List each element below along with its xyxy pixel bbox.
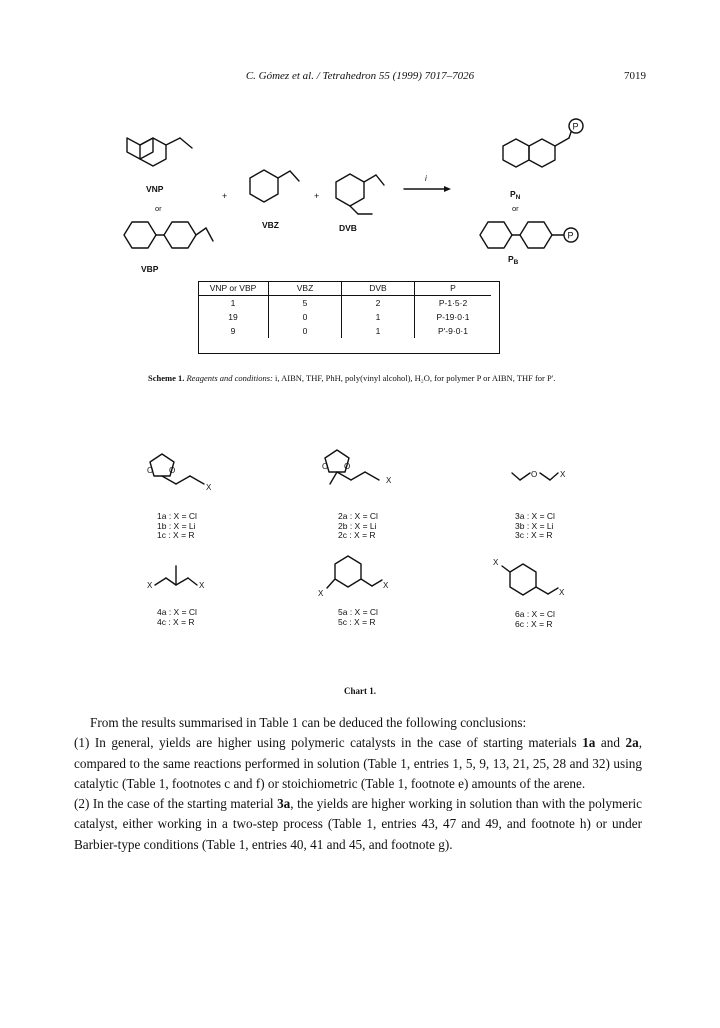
scheme-table-header-row [198, 281, 491, 296]
table-cell: P-19·0·1 [415, 310, 492, 324]
col-header-polymer: P [415, 281, 492, 296]
compound-label: 1a : X = Cl [157, 511, 197, 521]
compound-5-structure [327, 556, 382, 588]
table-cell: 1 [342, 324, 415, 338]
col-header-vbz: VBZ [269, 281, 342, 296]
compound-label: 5a : X = Cl [338, 607, 378, 617]
compound-label: 3c : X = R [515, 530, 553, 540]
atom-o: O [322, 462, 329, 471]
atom-x: X [386, 476, 392, 485]
compound-2-structure [325, 450, 379, 484]
table-cell: 2 [342, 296, 415, 311]
compound-4-labels [157, 608, 197, 627]
atom-x: X [199, 581, 205, 590]
compound-6-structure [502, 564, 558, 595]
vbz-structure [250, 170, 299, 202]
table-cell: P'-9·0·1 [415, 324, 492, 338]
pn-circle-p: P [572, 121, 579, 132]
atom-x: X [493, 558, 499, 567]
atom-x: X [206, 483, 212, 492]
dvb-label: DVB [339, 223, 357, 233]
pb-structure [480, 222, 578, 248]
compound-label: 2b : X = Li [338, 520, 377, 531]
or-left: or [155, 204, 162, 213]
compound-6-labels [515, 610, 555, 629]
dvb-structure [336, 174, 384, 214]
table-cell: 1 [230, 298, 236, 308]
paragraph-intro: From the results summarised in Table 1 can be deduced the following conclusions: [90, 715, 527, 730]
col-header-dvb: DVB [342, 281, 415, 296]
atom-x: X [383, 581, 389, 590]
pn-structure [503, 119, 583, 167]
compound-1-labels [157, 512, 197, 541]
col-header-monomer: VNP or VBP [198, 281, 269, 296]
table-cell: 9 [230, 326, 236, 336]
plus-one: + [222, 191, 228, 201]
compound-label: 1c : X = R [157, 530, 195, 540]
or-right: or [512, 204, 519, 213]
pb-label: $P_B$ [508, 254, 519, 266]
compound-label: 1b : X = Li [157, 520, 196, 531]
vbz-label: VBZ [262, 220, 279, 230]
chart-caption: Chart 1. [344, 686, 376, 696]
table-cell: 0 [269, 310, 342, 324]
compound-label: 3a : X = Cl [515, 511, 555, 521]
scheme-structures [0, 0, 720, 280]
compound-label: 2a : X = Cl [338, 511, 378, 521]
compound-5-labels [338, 608, 378, 627]
pn-label: $P_N$ [510, 189, 521, 201]
table-row [198, 310, 491, 324]
compound-label: 4a : X = Cl [157, 607, 197, 617]
compound-3-labels [515, 512, 555, 541]
atom-o: O [169, 466, 176, 475]
compound-label: 6c : X = R [515, 618, 553, 629]
atom-o: O [344, 462, 351, 471]
atom-x: X [560, 470, 566, 479]
table-cell: P-1·5·2 [415, 296, 492, 311]
compound-label: 6a : X = Cl [515, 609, 555, 619]
atom-x: X [147, 581, 153, 590]
compound-label: 5c : X = R [338, 616, 376, 627]
table-row [198, 296, 491, 311]
plus-two: + [314, 191, 320, 201]
scheme-caption: Scheme 1. Reagents and conditions: i, AIBN, THF, PhH, poly(vinyl alcohol), H₂O, for polymer P or AIBN, THF for P'. [148, 373, 556, 383]
running-title: C. Gómez et al. / Tetrahedron 55 (1999) 7017–7026 [245, 70, 475, 82]
atom-o: O [147, 466, 154, 475]
paragraph-conclusion-1: (1) In general, yields are higher using polymeric catalysts in the case of starting materials 1a and 2a, compared to the same reactions performed in solution (Table 1, entries 1, 5, 9, 13, 21, 25, 28 and 32) using catalytic (Table 1, footnotes c and f) or stoichiometric (Table 1, footnote e) amounts of the arene. [74, 735, 642, 791]
compound-1-structure [150, 454, 204, 484]
paragraph-conclusion-2: (2) In the case of the starting material 3a, the yields are higher working in solution than with the polymeric catalyst, either working in a two-step process (Table 1, entries 43, 47 and 49, and footnote h) or under Barbier-type conditions (Table 1, entries 40, 41 and 45, and footnote g). [74, 796, 642, 852]
compound-label: 4c : X = R [157, 616, 195, 627]
compound-4-structure [155, 566, 197, 585]
vnp-structure [127, 138, 192, 166]
compound-2-labels [338, 512, 378, 541]
vbp-label: VBP [141, 264, 159, 274]
atom-x: X [318, 589, 324, 598]
table-cell: 19 [228, 312, 238, 322]
table-row [198, 324, 491, 338]
table-cell: 0 [269, 324, 342, 338]
compound-label: 2c : X = R [338, 530, 376, 540]
scheme-table [198, 281, 491, 338]
atom-x: X [559, 588, 565, 597]
vnp-label: VNP [146, 184, 164, 194]
pb-circle-p: P [567, 230, 574, 241]
body-text [74, 713, 642, 855]
page-number: 7019 [624, 70, 646, 82]
vbp-structure [124, 222, 213, 248]
arrow-reagent: i [425, 174, 427, 183]
table-cell: 1 [342, 310, 415, 324]
reaction-arrow [404, 186, 451, 192]
atom-o: O [531, 470, 538, 479]
compound-label: 3b : X = Li [515, 520, 554, 531]
table-cell: 5 [269, 296, 342, 311]
